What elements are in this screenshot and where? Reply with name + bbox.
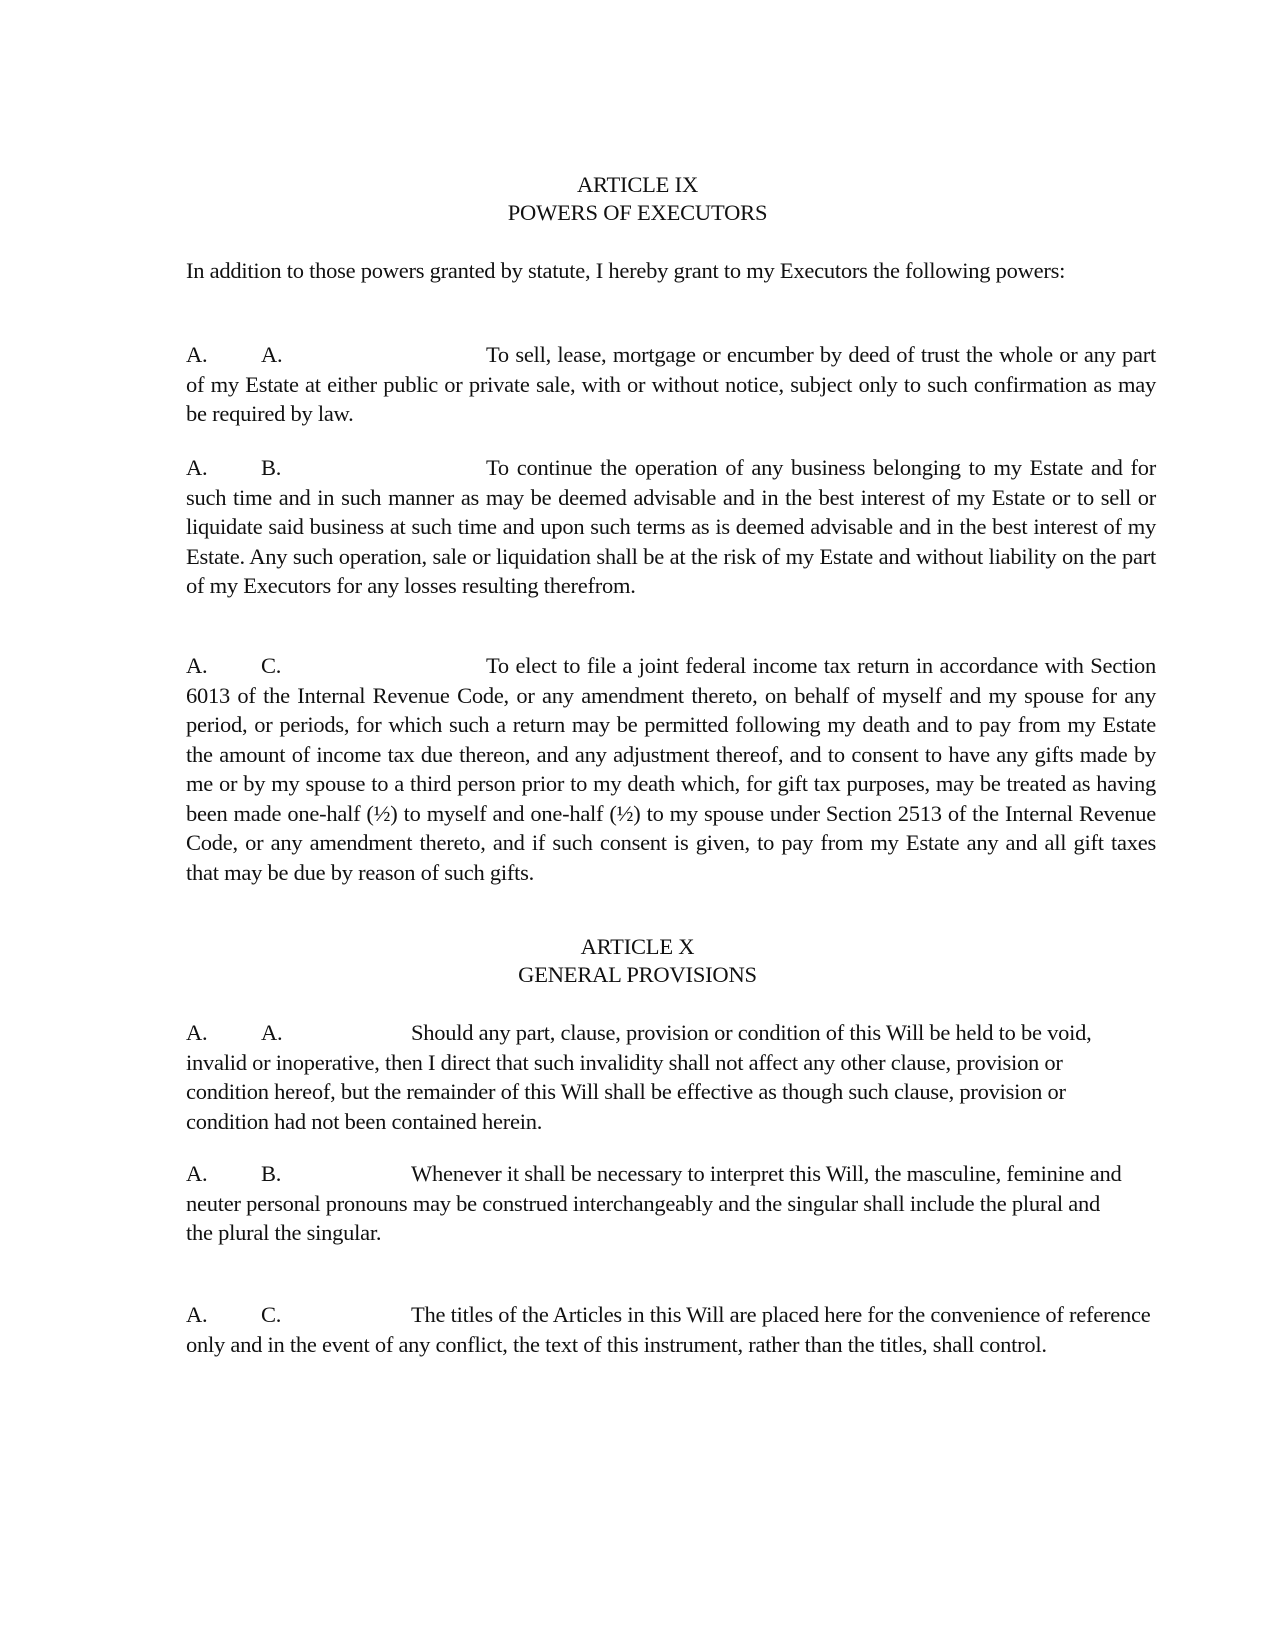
item-text: To elect to file a joint federal income tax return in accordance with Section 6013 of the Internal Revenue Code, or any amendment thereto, on behalf of myself and my spouse for any period, or periods, for which such a return may be permitted following my death and to pay from my Estate the amount of income tax due thereon, and any adjustment thereof, and to consent to have any gifts made by me or by my spouse to a third person prior to my death which, for gift tax purposes, may be treated as having been made one‑half (½) to myself and one‑half (½) to my spouse under Section 2513 of the Internal Revenue Code, or any amendment thereto, and if such consent is given, to pay from my Estate any and all gift taxes that may be due by reason of such gifts. bbox=[186, 653, 1156, 885]
item-text: Should any part, clause, provision or condition of this Will be held to be void, invalid or inoperative, then I direct that such invalidity shall not affect any other clause, provision or condition hereof, but the remainder of this Will shall be effective as though such clause, provision or condition had not been contained herein. bbox=[186, 1020, 1092, 1134]
article-ix-title: ARTICLE IX bbox=[576, 172, 698, 197]
item-outer-label: A. bbox=[186, 1020, 208, 1045]
article-ix-subtitle: POWERS OF EXECUTORS bbox=[507, 200, 768, 225]
article-ix-item-a bbox=[186, 340, 1156, 429]
item-inner-label: A. bbox=[261, 1020, 283, 1045]
article-x-subtitle: GENERAL PROVISIONS bbox=[518, 962, 757, 987]
item-outer-label: A. bbox=[186, 1302, 208, 1327]
item-inner-label: C. bbox=[261, 1302, 282, 1327]
article-x-title: ARTICLE X bbox=[580, 934, 695, 959]
article-x-item-c bbox=[186, 1300, 1156, 1359]
article-ix-intro: In addition to those powers granted by statute, I hereby grant to my Executors the following powers: bbox=[186, 258, 1066, 283]
article-x-item-a bbox=[186, 1018, 1121, 1136]
item-outer-label: A. bbox=[186, 1161, 208, 1186]
item-text: The titles of the Articles in this Will are placed here for the convenience of reference only and in the event of any conflict, the text of this instrument, rather than the titles, shall control. bbox=[186, 1302, 1151, 1357]
article-ix-item-c bbox=[186, 651, 1156, 887]
item-inner-label: B. bbox=[261, 1161, 282, 1186]
item-inner-label: C. bbox=[261, 653, 282, 678]
item-text: To sell, lease, mortgage or encumber by deed of trust the whole or any part of my Estate at either public or private sale, with or without notice, subject only to such confirmation as may be required by law. bbox=[186, 342, 1156, 426]
item-text: Whenever it shall be necessary to interpret this Will, the masculine, feminine and neuter personal pronouns may be construed interchangeably and the singular shall include the plural and the plural the singular. bbox=[186, 1161, 1122, 1245]
item-text: To continue the operation of any business belonging to my Estate and for such time and in such manner as may be deemed advisable and in the best interest of my Estate or to sell or liquidate said business at such time and upon such terms as is deemed advisable and in the best interest of my Estate. Any such operation, sale or liquidation shall be at the risk of my Estate and without liability on the part of my Executors for any losses resulting therefrom. bbox=[186, 455, 1156, 598]
article-x-item-b bbox=[186, 1159, 1131, 1248]
item-inner-label: A. bbox=[261, 342, 283, 367]
item-outer-label: A. bbox=[186, 342, 208, 367]
item-outer-label: A. bbox=[186, 653, 208, 678]
item-outer-label: A. bbox=[186, 455, 208, 480]
article-ix-item-b bbox=[186, 453, 1156, 601]
item-inner-label: B. bbox=[261, 455, 282, 480]
